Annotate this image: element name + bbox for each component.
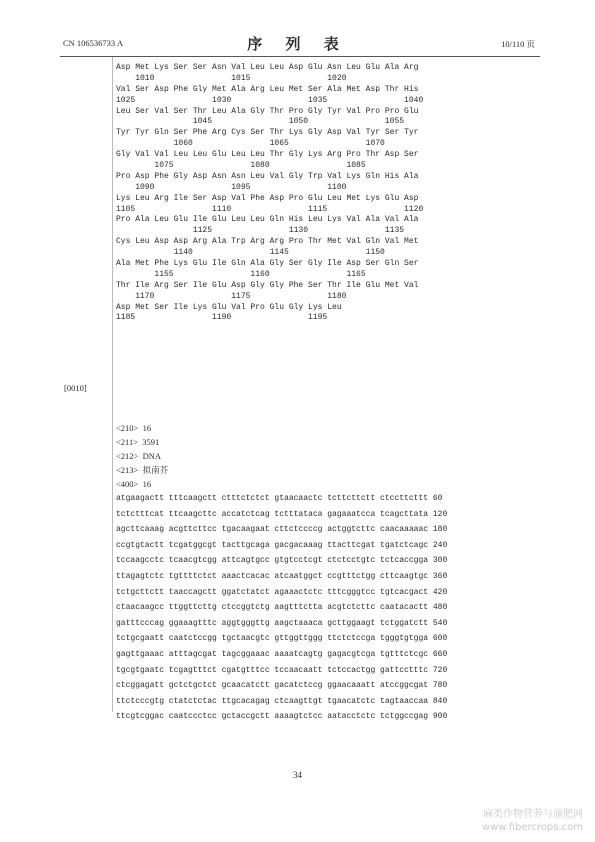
dna-line: tctgcttctt taaccagctt ggatctatct agaaactctc tttcgggtcc tgtcacgact 420 xyxy=(116,587,448,597)
protein-line: Val Ser Asp Phe Gly Met Ala Arg Leu Met Ser Ala Met Asp Thr His xyxy=(116,84,419,94)
protein-line: Asp Met Lys Ser Ser Asn Val Leu Leu Asp Glu Asn Leu Glu Ala Arg xyxy=(116,63,419,72)
protein-position-line: 1140 1145 1150 xyxy=(116,248,385,258)
dna-line: gagttgaaac atttagcgat tagcggaaac aaaatcagtg gagacgtcga tgtttctcgc 660 xyxy=(116,649,448,659)
dna-line: ttcgtcggac caatccctcc gctaccgctt aaaagtctcc aatacctctc tctggccgag 900 xyxy=(116,712,448,722)
dna-sequence xyxy=(116,491,447,725)
protein-line xyxy=(116,324,423,335)
page-title: 序 列 表 xyxy=(247,35,348,53)
dna-line: agcttcaaag acgttcttcc tgacaagaat cttctccccg actggtcttc caacaaaaac 180 xyxy=(116,525,448,535)
protein-position-line: 1185 1190 1195 xyxy=(116,313,328,323)
protein-position-line: 1075 1080 1085 xyxy=(116,161,366,171)
dna-line: ctcggagatt gctctgctct gcaacatctt gacatctccg ggaacaaatt atccggcgat 780 xyxy=(116,681,448,691)
protein-position-line: 1025 1030 1035 1040 xyxy=(116,95,424,105)
protein-position-line: 1125 1130 1135 xyxy=(116,226,405,236)
dna-line: atgaagactt tttcaagctt ctttctctct gtaacaactc tcttcttctt ctccttcttt 60 xyxy=(116,494,443,503)
protein-position-line xyxy=(116,335,423,346)
dna-line: ctaacaagcc ttggttcttg ctccggtctg aagtttctta acgtctcttc caatacactt 480 xyxy=(116,603,448,613)
protein-position-line: 1045 1050 1055 xyxy=(116,117,405,127)
protein-line: Ala Met Phe Lys Glu Ile Gln Ala Gly Ser Gly Ile Asp Ser Gln Ser xyxy=(116,259,419,269)
site-watermark xyxy=(482,808,583,834)
dna-line: tgcgtgaatc tcgagtttct cgatgtttcc tccaacaatt tctccactgg gattcctttc 720 xyxy=(116,665,448,675)
protein-line: Thr Ile Arg Ser Ile Glu Asp Gly Gly Phe Ser Thr Ile Glu Met Val xyxy=(116,280,419,290)
protein-sequence xyxy=(116,63,423,346)
page-reference: 10/110 页 xyxy=(501,39,535,49)
protein-position-line: 1105 1110 1115 1120 xyxy=(116,204,424,214)
protein-position-line: 1010 1015 1020 xyxy=(116,73,347,83)
dna-line: ccgtgtactt tcgatggcgt tacttgcaga gacgacaaag ttacttcgat tgatctcagc 240 xyxy=(116,540,448,550)
dna-line: ttctcccgtg ctatctctac ttgcacagag ctcaagttgt tgaacatctc tagtaaccaa 840 xyxy=(116,696,448,706)
protein-position-line: 1170 1175 1180 xyxy=(116,291,347,301)
dna-line: gatttcccag ggaaagtttc aggtgggttg aagctaaaca gcttggaagt tctggatctt 540 xyxy=(116,618,448,628)
dna-line: tccaagcctc tcaacgtcgg attcagtgcc gtgtcctcgt ctctcctgtc tctcaccgga 300 xyxy=(116,556,448,566)
sequence-metadata xyxy=(116,421,168,491)
protein-line: Pro Ala Leu Glu Ile Glu Leu Leu Gln His Leu Lys Val Ala Val Ala xyxy=(116,215,419,225)
watermark-site-name: 麻类作物营养与施肥网 xyxy=(483,809,583,820)
protein-position-line: 1090 1095 1100 xyxy=(116,182,347,192)
protein-position-line: 1060 1065 1070 xyxy=(116,139,385,149)
protein-line: Tyr Tyr Gln Ser Phe Arg Cys Ser Thr Lys Gly Asp Val Tyr Ser Tyr xyxy=(116,128,419,138)
seq-id-field: <210> 16 xyxy=(116,423,152,433)
page-number: 34 xyxy=(293,770,302,780)
protein-line: Lys Leu Arg Ile Ser Asp Val Phe Asp Pro Glu Leu Met Lys Glu Asp xyxy=(116,193,419,203)
protein-line: Cys Leu Asp Asp Arg Ala Trp Arg Arg Pro Thr Met Val Gln Val Met xyxy=(116,237,419,247)
seq-type-field: <212> DNA xyxy=(116,451,162,461)
watermark-url: www.fibercrops.com xyxy=(481,822,583,833)
dna-line: ttagagtctc tgttttctct aaactcacac atcaatggct ccgtttctgg cttcaagtgc 360 xyxy=(116,571,448,581)
dna-line: tctgcgaatt caatctccgg tgctaacgtc gttggttggg ttctctccga tgggtgtgga 600 xyxy=(116,634,448,644)
protein-line: Gly Val Val Leu Leu Glu Leu Leu Thr Gly Lys Arg Pro Thr Asp Ser xyxy=(116,150,419,160)
seq-start-field: <400> 16 xyxy=(116,479,152,489)
protein-position-line: 1155 1160 1165 xyxy=(116,269,366,279)
dna-line: tctctttcat ttcaagcttc accatctcag tctttataca gagaaatcca tcagcttata 120 xyxy=(116,509,448,519)
seq-length-field: <211> 3591 xyxy=(116,437,160,447)
paragraph-number: [0010] xyxy=(64,383,87,393)
header-divider xyxy=(60,56,540,57)
protein-line: Pro Asp Phe Gly Asp Asn Asn Leu Val Gly Trp Val Lys Gln His Ala xyxy=(116,171,419,181)
protein-line: Leu Ser Val Ser Thr Leu Ala Gly Thr Pro Gly Tyr Val Pro Pro Glu xyxy=(116,106,419,116)
publication-number: CN 106536733 A xyxy=(63,38,123,48)
seq-organism-field: <213> 拟南芥 xyxy=(116,465,169,475)
protein-line: Asp Met Ser Ile Lys Glu Val Pro Glu Gly Lys Leu xyxy=(116,302,342,312)
